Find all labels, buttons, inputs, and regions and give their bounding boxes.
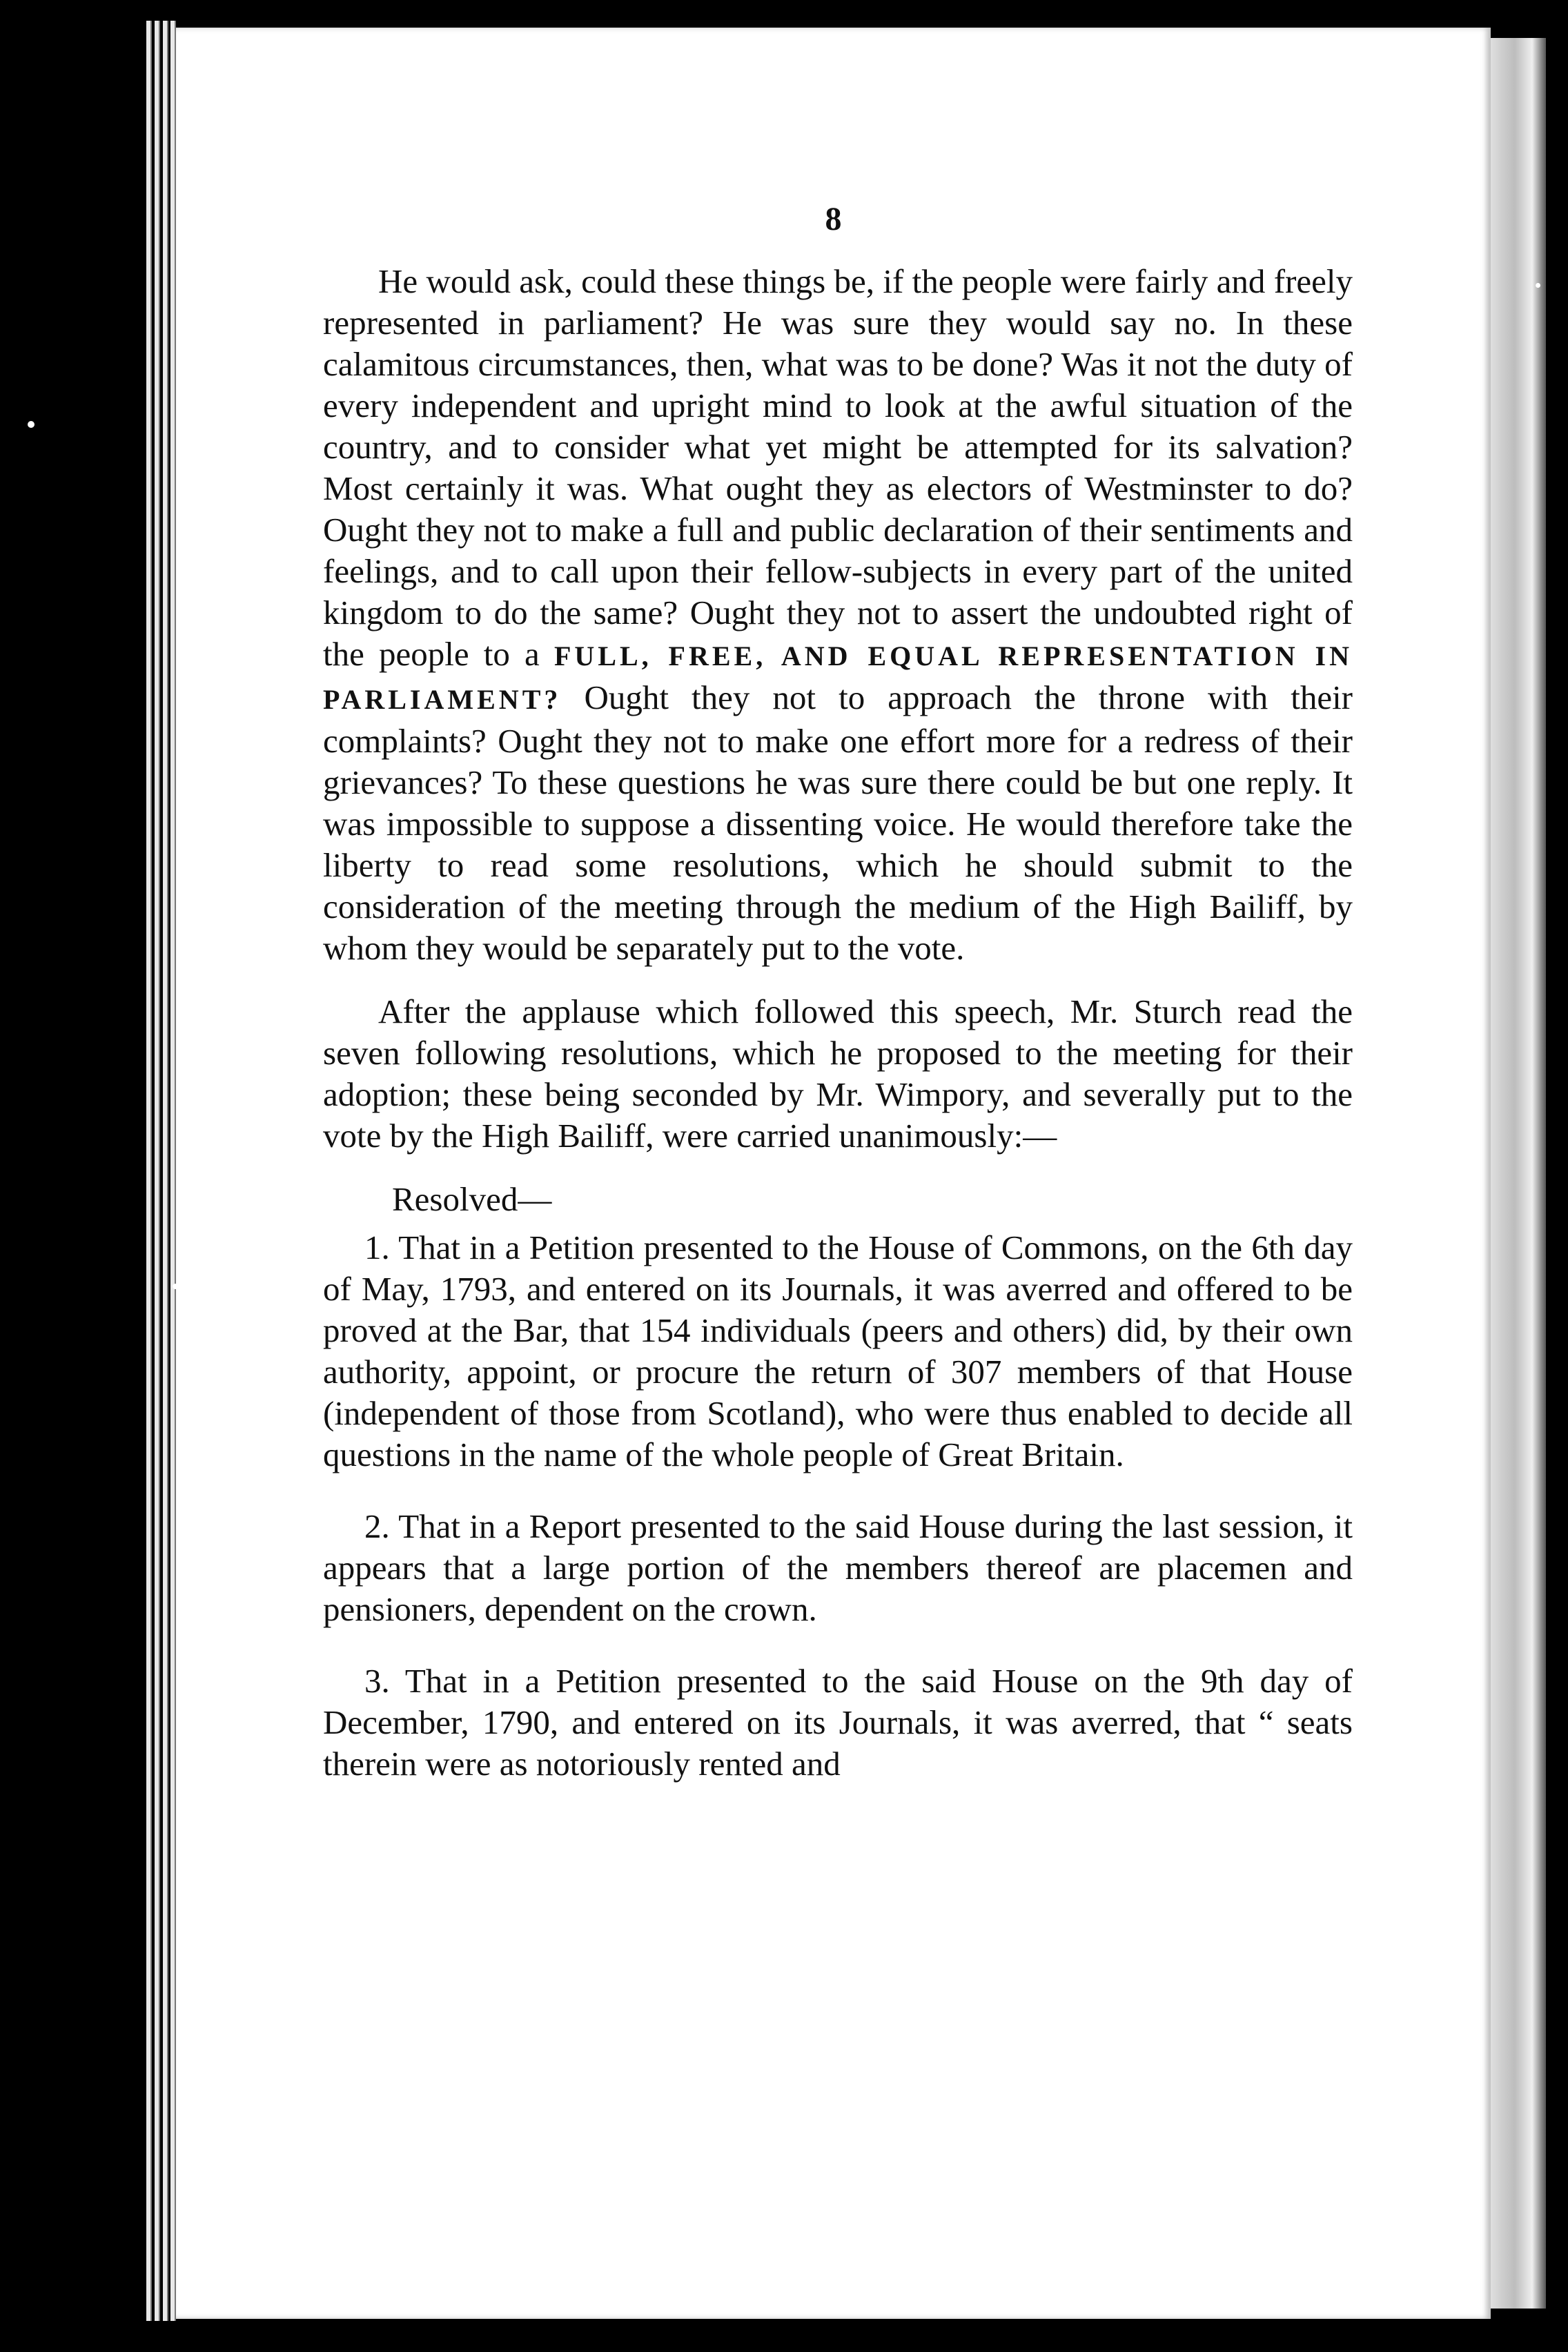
resolution-text: That in a Report presented to the said House during the last session, it appears that a large portion of the members thereof are placemen and pensioners, dependent on the crown. xyxy=(323,1507,1353,1628)
paragraph xyxy=(323,261,1353,969)
resolution-number: 1. xyxy=(364,1228,390,1266)
resolution-text: That in a Petition presented to the said House on the 9th day of December, 1790, and entered on its Journals, it was averred, that “ seats therein were as notoriously rented and xyxy=(323,1662,1353,1783)
page-edge xyxy=(163,21,168,2321)
resolved-heading: Resolved— xyxy=(392,1180,552,1218)
page-body-text xyxy=(323,261,1353,1815)
resolution-number: 2. xyxy=(364,1507,390,1545)
page-number: 8 xyxy=(825,201,842,237)
scan-speck xyxy=(28,421,35,428)
paragraph-text: He would ask, could these things be, if the people were fairly and freely represented in parliament? He was sure they would say no. In these calamitous circumstances, then, what was to be done? Was it not the duty of every independent and upright mind to look at the awful situation of the country, and to consider what yet might be attempted for its salvation? Most certainly it was. What ought they as electors of Westminster to do? Ought they not to make a full and public declaration of their sentiments and feelings, and to call upon their fellow-subjects in every part of the united kingdom to do the same? Ought they not to assert the undoubted right of the people to a xyxy=(323,262,1353,673)
page-edge xyxy=(155,21,160,2321)
resolution-text: That in a Petition presented to the House of Commons, on the 6th day of May, 1793, and entered on its Journals, it was averred and offered to be proved at the Bar, that 154 individuals (peers and others) did, by their own authority, appoint, or procure the return of 307 members of that House (independent of those from Scotland), who were thus enabled to decide all questions in the name of the whole people of Great Britain. xyxy=(323,1228,1353,1473)
paragraph-text: Ought they not to approach the throne with their complaints? Ought they not to make one effort more for a redress of their grievances? To these questions he was sure there could be but one reply. It was impossible to suppose a dissenting voice. He would therefore take the liberty to read some resolutions, which he should submit to the consideration of the meeting through the medium of the High Bailiff, by whom they would be separately put to the vote. xyxy=(323,678,1353,967)
resolution-item xyxy=(323,1660,1353,1785)
scan-speck xyxy=(173,1284,178,1289)
resolution-item xyxy=(323,1227,1353,1476)
paragraph: After the applause which followed this speech, Mr. Sturch read the seven following resolutions, which he proposed to the meeting for their adoption; these being seconded by Mr. Wimpory, and severally put to the vote by the High Bailiff, were carried unanimously:— xyxy=(323,992,1353,1155)
page-edge xyxy=(170,21,176,2321)
resolution-number: 3. xyxy=(364,1662,390,1700)
resolution-item xyxy=(323,1506,1353,1630)
emphasized-text: FULL, FREE, AND EQUAL REPRESENTATION IN PARLIAMENT? xyxy=(323,640,1353,715)
scan-speck xyxy=(1536,283,1540,288)
page-edge xyxy=(146,21,152,2321)
